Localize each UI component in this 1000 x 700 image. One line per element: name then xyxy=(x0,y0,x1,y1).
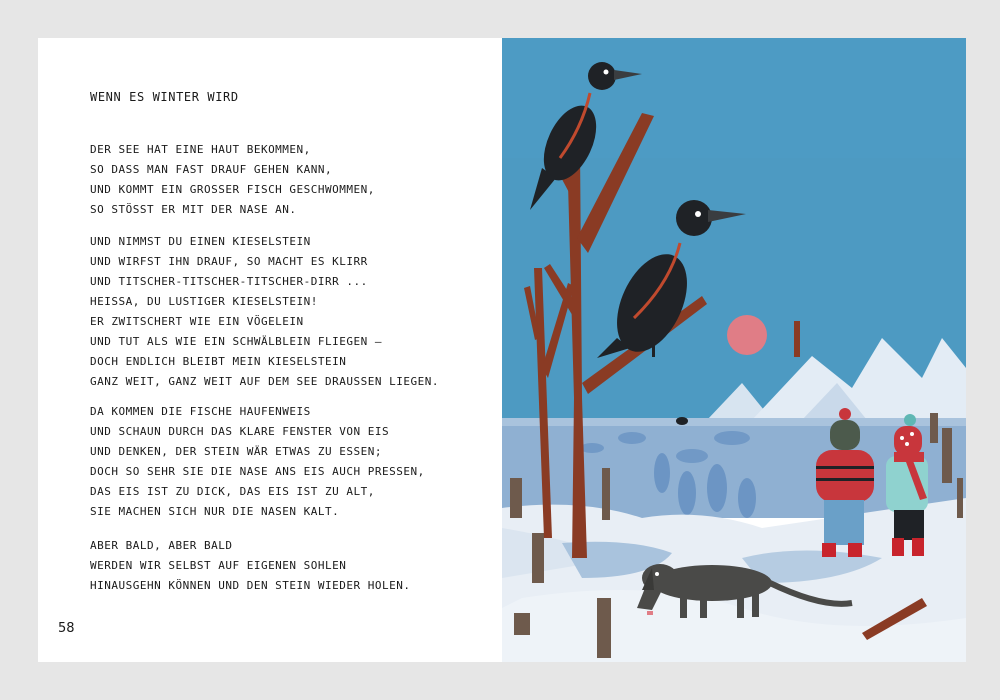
winter-lake-illustration xyxy=(502,38,966,662)
poem-line: UND KOMMT EIN GROSSER FISCH GESCHWOMMEN, xyxy=(90,183,375,196)
poem-line: DER SEE HAT EINE HAUT BEKOMMEN, xyxy=(90,143,311,156)
page-number: 58 xyxy=(58,621,75,636)
poem-line: HEISSA, DU LUSTIGER KIESELSTEIN! xyxy=(90,295,318,308)
poem-line: ABER BALD, ABER BALD xyxy=(90,539,233,552)
book-spread xyxy=(38,38,966,662)
poem-line: UND DENKEN, DER STEIN WÄR ETWAS ZU ESSEN; xyxy=(90,445,383,458)
poem-title: WENN ES WINTER WIRD xyxy=(90,90,239,104)
poem-line: UND TITSCHER-TITSCHER-TITSCHER-DIRR ... xyxy=(90,275,368,288)
poem-line: SO STÖSST ER MIT DER NASE AN. xyxy=(90,203,297,216)
poem-line: SO DASS MAN FAST DRAUF GEHEN KANN, xyxy=(90,163,333,176)
poem-line: GANZ WEIT, GANZ WEIT AUF DEM SEE DRAUSSEN LIEGEN. xyxy=(90,375,440,388)
poem-line: ER ZWITSCHERT WIE EIN VÖGELEIN xyxy=(90,315,304,328)
left-page xyxy=(38,38,502,662)
poem-line: DAS EIS IST ZU DICK, DAS EIS IST ZU ALT, xyxy=(90,485,375,498)
poem-line: UND NIMMST DU EINEN KIESELSTEIN xyxy=(90,235,311,248)
poem-line: HINAUSGEHN KÖNNEN UND DEN STEIN WIEDER HOLEN. xyxy=(90,579,411,592)
sun xyxy=(727,315,767,355)
right-page-illustration xyxy=(502,38,966,662)
poem-line: DOCH ENDLICH BLEIBT MEIN KIESELSTEIN xyxy=(90,355,347,368)
poem-line: DOCH SO SEHR SIE DIE NASE ANS EIS AUCH PRESSEN, xyxy=(90,465,425,478)
stanza-3 xyxy=(90,402,425,522)
poem-line: UND WIRFST IHN DRAUF, SO MACHT ES KLIRR xyxy=(90,255,368,268)
stanza-4 xyxy=(90,536,411,596)
poem-line: DA KOMMEN DIE FISCHE HAUFENWEIS xyxy=(90,405,311,418)
poem-line: WERDEN WIR SELBST AUF EIGENEN SOHLEN xyxy=(90,559,347,572)
stanza-1 xyxy=(90,140,375,220)
poem-line: SIE MACHEN SICH NUR DIE NASEN KALT. xyxy=(90,505,340,518)
stanza-2 xyxy=(90,232,439,392)
poem-line: UND TUT ALS WIE EIN SCHWÄLBLEIN FLIEGEN – xyxy=(90,335,383,348)
poem-line: UND SCHAUN DURCH DAS KLARE FENSTER VON EIS xyxy=(90,425,390,438)
